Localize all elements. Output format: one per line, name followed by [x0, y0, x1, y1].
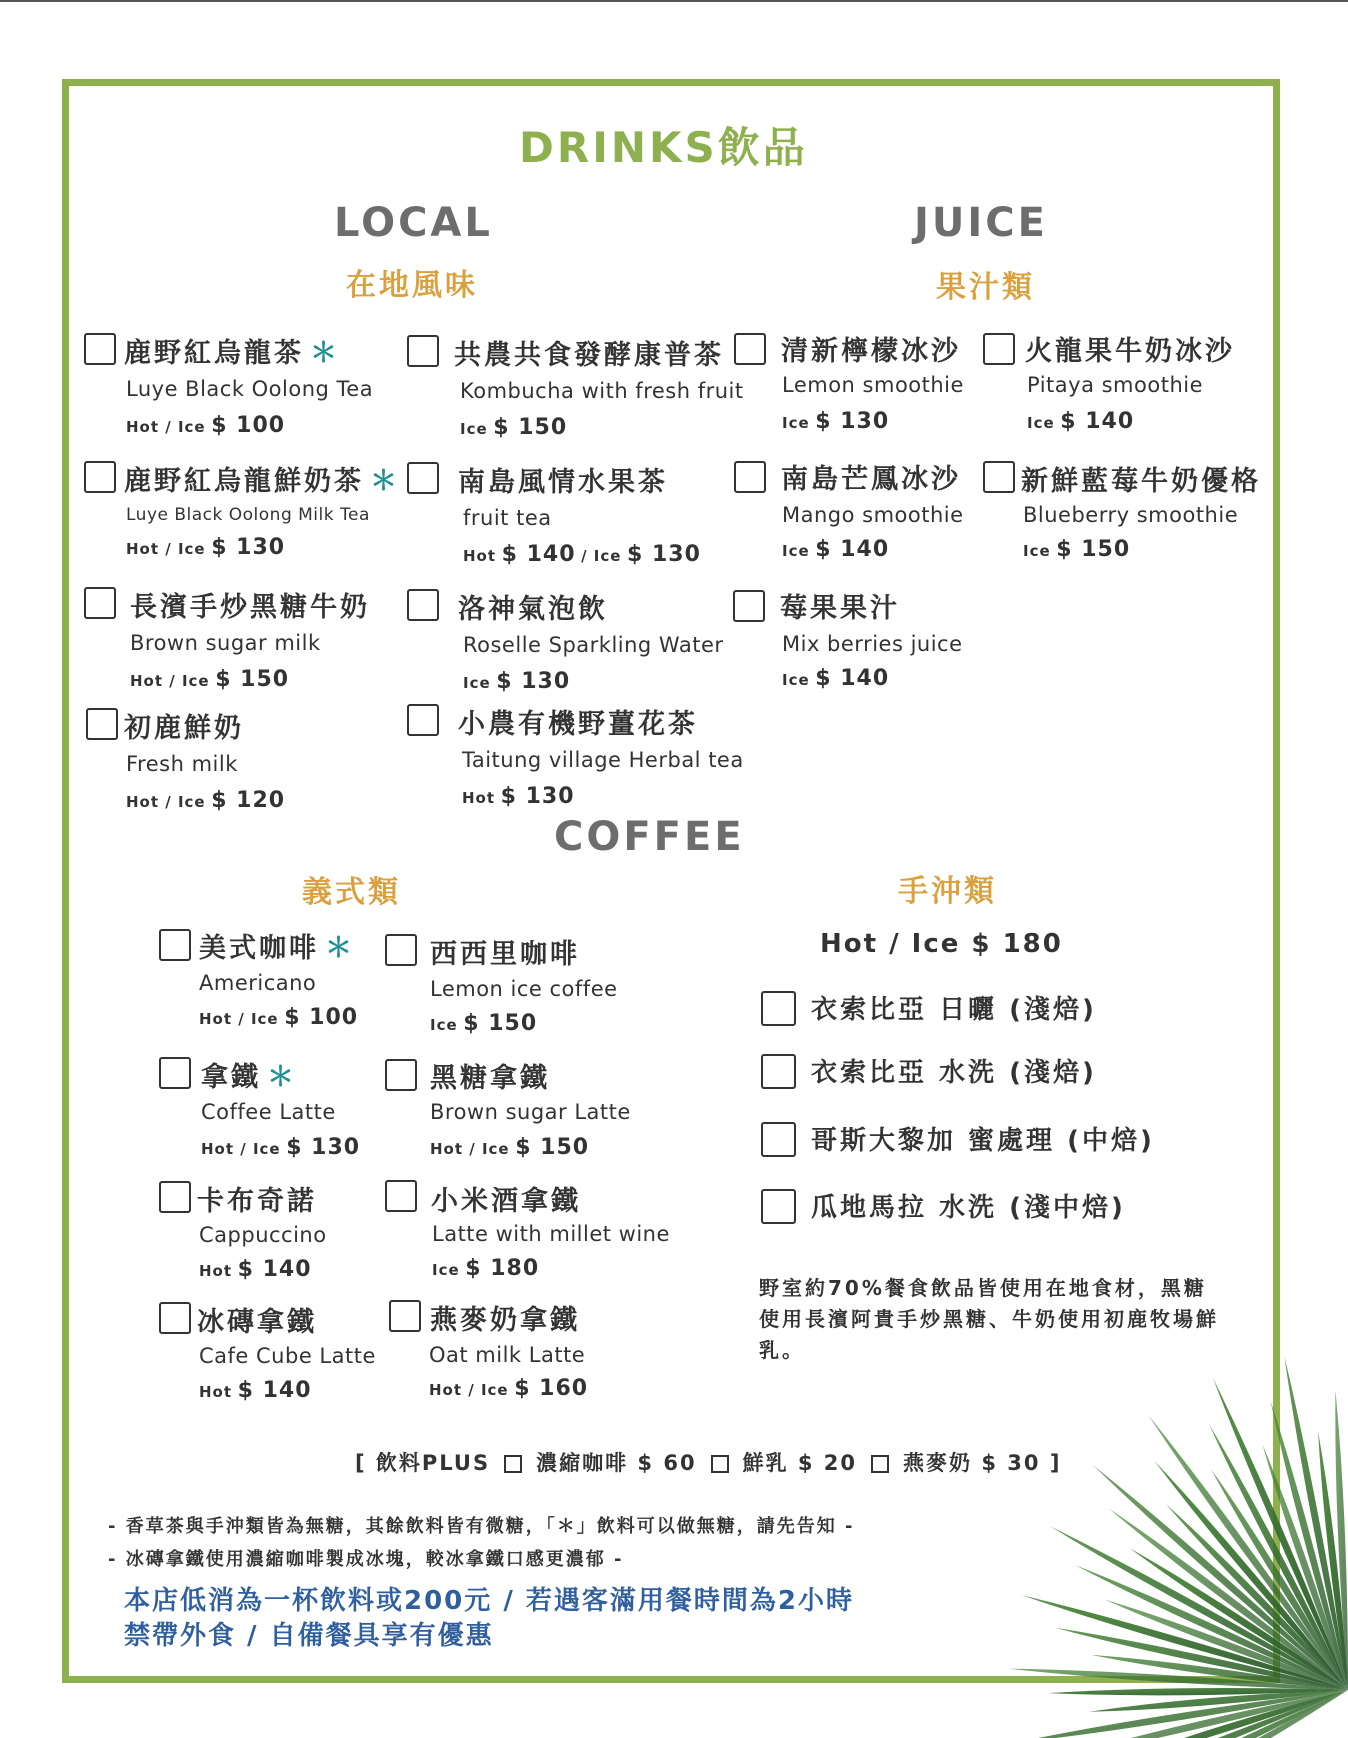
- price-label: / Ice: [581, 547, 622, 565]
- price: $ 150: [463, 1011, 538, 1036]
- pour-over-name: 哥斯大黎加 蜜處理 (中焙): [811, 1126, 1155, 1156]
- price-label: Hot: [199, 1383, 233, 1401]
- local-ingredients-note: 野室約70%餐食飲品皆使用在地食材，黑糖使用長濱阿貴手炒黑糖、牛奶使用初鹿牧場鮮乳。: [759, 1276, 1219, 1362]
- price-label: Ice: [430, 1016, 458, 1034]
- plus-checkbox[interactable]: [504, 1455, 522, 1473]
- price-label: Hot / Ice: [130, 672, 210, 690]
- item-name-en: Luye Black Oolong Milk Tea: [126, 505, 370, 525]
- item-name-zh: 莓果果汁: [780, 593, 900, 624]
- item-name-en: Luye Black Oolong Tea: [126, 377, 374, 401]
- select-checkbox[interactable]: [407, 589, 439, 621]
- select-checkbox[interactable]: [159, 1057, 191, 1089]
- item-name-en: Coffee Latte: [201, 1100, 336, 1124]
- select-checkbox[interactable]: [159, 1181, 191, 1213]
- price: $ 140: [237, 1378, 312, 1403]
- price-label: Ice: [460, 420, 488, 438]
- select-checkbox[interactable]: [385, 934, 417, 966]
- price-label: Hot: [463, 547, 497, 565]
- price: $ 130: [815, 409, 890, 434]
- price: $ 150: [493, 415, 568, 440]
- price-label: Ice: [782, 542, 810, 560]
- item-name-zh: 黑糖拿鐵: [430, 1063, 550, 1094]
- price-label: Ice: [1027, 414, 1055, 432]
- price-label: Hot / Ice: [126, 418, 206, 436]
- item-name-en: Cafe Cube Latte: [199, 1344, 376, 1368]
- select-checkbox[interactable]: [761, 1189, 796, 1224]
- select-checkbox[interactable]: [159, 929, 191, 961]
- local-heading: LOCAL: [334, 200, 493, 246]
- item-name-zh: 拿鐵: [201, 1062, 261, 1093]
- item-name-zh: 西西里咖啡: [430, 939, 580, 970]
- item-name-zh: 小農有機野薑花茶: [458, 709, 698, 740]
- item-name-en: Cappuccino: [199, 1223, 327, 1247]
- item-name-zh: 鹿野紅烏龍鮮奶茶: [124, 466, 364, 497]
- italian-heading: 義式類: [302, 875, 401, 910]
- select-checkbox[interactable]: [983, 461, 1015, 493]
- item-name-zh: 卡布奇諾: [197, 1186, 317, 1217]
- price: $ 140: [815, 537, 890, 562]
- select-checkbox[interactable]: [761, 1122, 796, 1157]
- price: $ 150: [215, 667, 290, 692]
- price-label: Ice: [463, 674, 491, 692]
- price-label: Hot / Ice: [430, 1140, 510, 1158]
- plus-close: ]: [1049, 1451, 1062, 1475]
- item-name-en: Latte with millet wine: [432, 1222, 670, 1246]
- price-label: Hot / Ice: [201, 1140, 281, 1158]
- select-checkbox[interactable]: [84, 461, 116, 493]
- palm-leaf-illustration: [930, 1290, 1348, 1738]
- item-name-en: Mango smoothie: [782, 503, 964, 527]
- item-name-en: Blueberry smoothie: [1023, 503, 1239, 527]
- price: $ 140: [237, 1257, 312, 1282]
- select-checkbox[interactable]: [407, 335, 439, 367]
- price: $ 140: [815, 666, 890, 691]
- select-checkbox[interactable]: [407, 462, 439, 494]
- price-label: Ice: [782, 414, 810, 432]
- price: $ 130: [500, 784, 575, 809]
- item-name-zh: 洛神氣泡飲: [458, 594, 608, 625]
- sugar-note: - 香草茶與手沖類皆為無糖，其餘飲料皆有微糖，「＊」飲料可以做無糖，請先告知 -: [108, 1516, 855, 1537]
- item-name-zh: 鹿野紅烏龍茶: [124, 338, 304, 369]
- sugar-free-star: ＊: [267, 1062, 297, 1093]
- select-checkbox[interactable]: [84, 333, 116, 365]
- item-name-en: Oat milk Latte: [429, 1343, 586, 1367]
- sugar-free-star: ＊: [325, 933, 355, 964]
- item-name-en: Kombucha with fresh fruit: [460, 379, 744, 403]
- price: $ 100: [284, 1005, 359, 1030]
- outside-food-policy: 禁帶外食 / 自備餐具享有優惠: [124, 1621, 494, 1651]
- item-name-en: Brown sugar milk: [130, 631, 321, 655]
- item-name-zh: 長濱手炒黑糖牛奶: [130, 592, 370, 623]
- item-name-zh: 共農共食發酵康普茶: [454, 340, 724, 371]
- select-checkbox[interactable]: [733, 590, 765, 622]
- coffee-heading: COFFEE: [554, 814, 745, 860]
- price: $ 150: [1056, 537, 1131, 562]
- select-checkbox[interactable]: [761, 991, 796, 1026]
- price: $ 140: [1060, 409, 1135, 434]
- price-label: Ice: [432, 1261, 460, 1279]
- item-name-en: Lemon ice coffee: [430, 977, 618, 1001]
- minimum-charge-policy: 本店低消為一杯飲料或200元 / 若遇客滿用餐時間為2小時: [124, 1586, 854, 1616]
- select-checkbox[interactable]: [385, 1180, 417, 1212]
- pour-over-name: 衣索比亞 水洗 (淺焙): [811, 1058, 1097, 1088]
- select-checkbox[interactable]: [734, 333, 766, 365]
- price: $ 150: [515, 1135, 590, 1160]
- item-name-zh: 南島芒鳳冰沙: [781, 464, 961, 495]
- price-label: Hot / Ice: [199, 1010, 279, 1028]
- price-label: Hot / Ice: [429, 1381, 509, 1399]
- price-label: Hot: [462, 789, 496, 807]
- item-name-zh: 清新檸檬冰沙: [781, 336, 961, 367]
- price-label: Hot / Ice: [126, 793, 206, 811]
- item-name-zh: 冰磚拿鐵: [197, 1307, 317, 1338]
- item-name-zh: 美式咖啡: [199, 933, 319, 964]
- price-label: Hot: [199, 1262, 233, 1280]
- pour-over-name: 衣索比亞 日曬 (淺焙): [811, 995, 1097, 1025]
- price-label: Ice: [782, 671, 810, 689]
- item-name-en: Fresh milk: [126, 752, 238, 776]
- plus-option: 濃縮咖啡 $ 60: [536, 1451, 697, 1475]
- item-name-en: Mix berries juice: [782, 632, 963, 656]
- select-checkbox[interactable]: [983, 333, 1015, 365]
- price: $ 140: [501, 542, 576, 567]
- item-name-en: fruit tea: [463, 506, 552, 530]
- select-checkbox[interactable]: [86, 708, 118, 740]
- price: $ 130: [627, 542, 701, 567]
- top-rule: [0, 0, 1348, 2]
- plus-option: 鮮乳 $ 20: [742, 1451, 858, 1475]
- price: $ 130: [496, 669, 571, 694]
- item-name-en: Brown sugar Latte: [430, 1100, 631, 1124]
- sugar-free-star: ＊: [310, 338, 340, 369]
- plus-checkbox[interactable]: [711, 1455, 729, 1473]
- item-name-zh: 燕麥奶拿鐵: [430, 1305, 580, 1336]
- price-label: Hot / Ice: [126, 540, 206, 558]
- item-name-zh: 新鮮藍莓牛奶優格: [1021, 466, 1261, 497]
- item-name-zh: 南島風情水果茶: [458, 467, 668, 498]
- select-checkbox[interactable]: [389, 1300, 421, 1332]
- price: $ 160: [514, 1376, 589, 1401]
- item-name-en: Taitung village Herbal tea: [462, 748, 744, 772]
- pour-over-heading: 手沖類: [898, 874, 997, 909]
- price: $ 130: [211, 535, 286, 560]
- item-name-zh: 小米酒拿鐵: [431, 1186, 581, 1217]
- pour-over-name: 瓜地馬拉 水洗 (淺中焙): [811, 1193, 1126, 1223]
- plus-checkbox[interactable]: [871, 1455, 889, 1473]
- plus-label: [ 飲料PLUS: [355, 1451, 491, 1475]
- item-name-zh: 火龍果牛奶冰沙: [1025, 336, 1235, 367]
- select-checkbox[interactable]: [84, 587, 116, 619]
- item-name-zh: 初鹿鮮奶: [124, 713, 244, 744]
- select-checkbox[interactable]: [385, 1059, 417, 1091]
- price: $ 180: [465, 1256, 540, 1281]
- price: $ 120: [211, 788, 286, 813]
- price: $ 100: [211, 413, 286, 438]
- select-checkbox[interactable]: [407, 704, 439, 736]
- price: $ 130: [286, 1135, 361, 1160]
- item-name-en: Roselle Sparkling Water: [463, 633, 724, 657]
- juice-subheading: 果汁類: [936, 270, 1035, 305]
- select-checkbox[interactable]: [734, 461, 766, 493]
- sugar-free-star: ＊: [370, 466, 400, 497]
- select-checkbox[interactable]: [761, 1054, 796, 1089]
- pour-over-price: Hot / Ice $ 180: [820, 929, 1063, 959]
- item-name-en: Americano: [199, 971, 317, 995]
- menu-title: DRINKS飲品: [519, 123, 808, 172]
- plus-option: 燕麥奶 $ 30: [903, 1451, 1041, 1475]
- select-checkbox[interactable]: [159, 1302, 191, 1334]
- ice-cube-note: - 冰磚拿鐵使用濃縮咖啡製成冰塊，較冰拿鐵口感更濃郁 -: [108, 1549, 624, 1570]
- price-label: Ice: [1023, 542, 1051, 560]
- item-name-en: Lemon smoothie: [782, 373, 964, 397]
- juice-heading: JUICE: [914, 200, 1048, 246]
- item-name-en: Pitaya smoothie: [1027, 373, 1204, 397]
- local-subheading: 在地風味: [346, 268, 478, 303]
